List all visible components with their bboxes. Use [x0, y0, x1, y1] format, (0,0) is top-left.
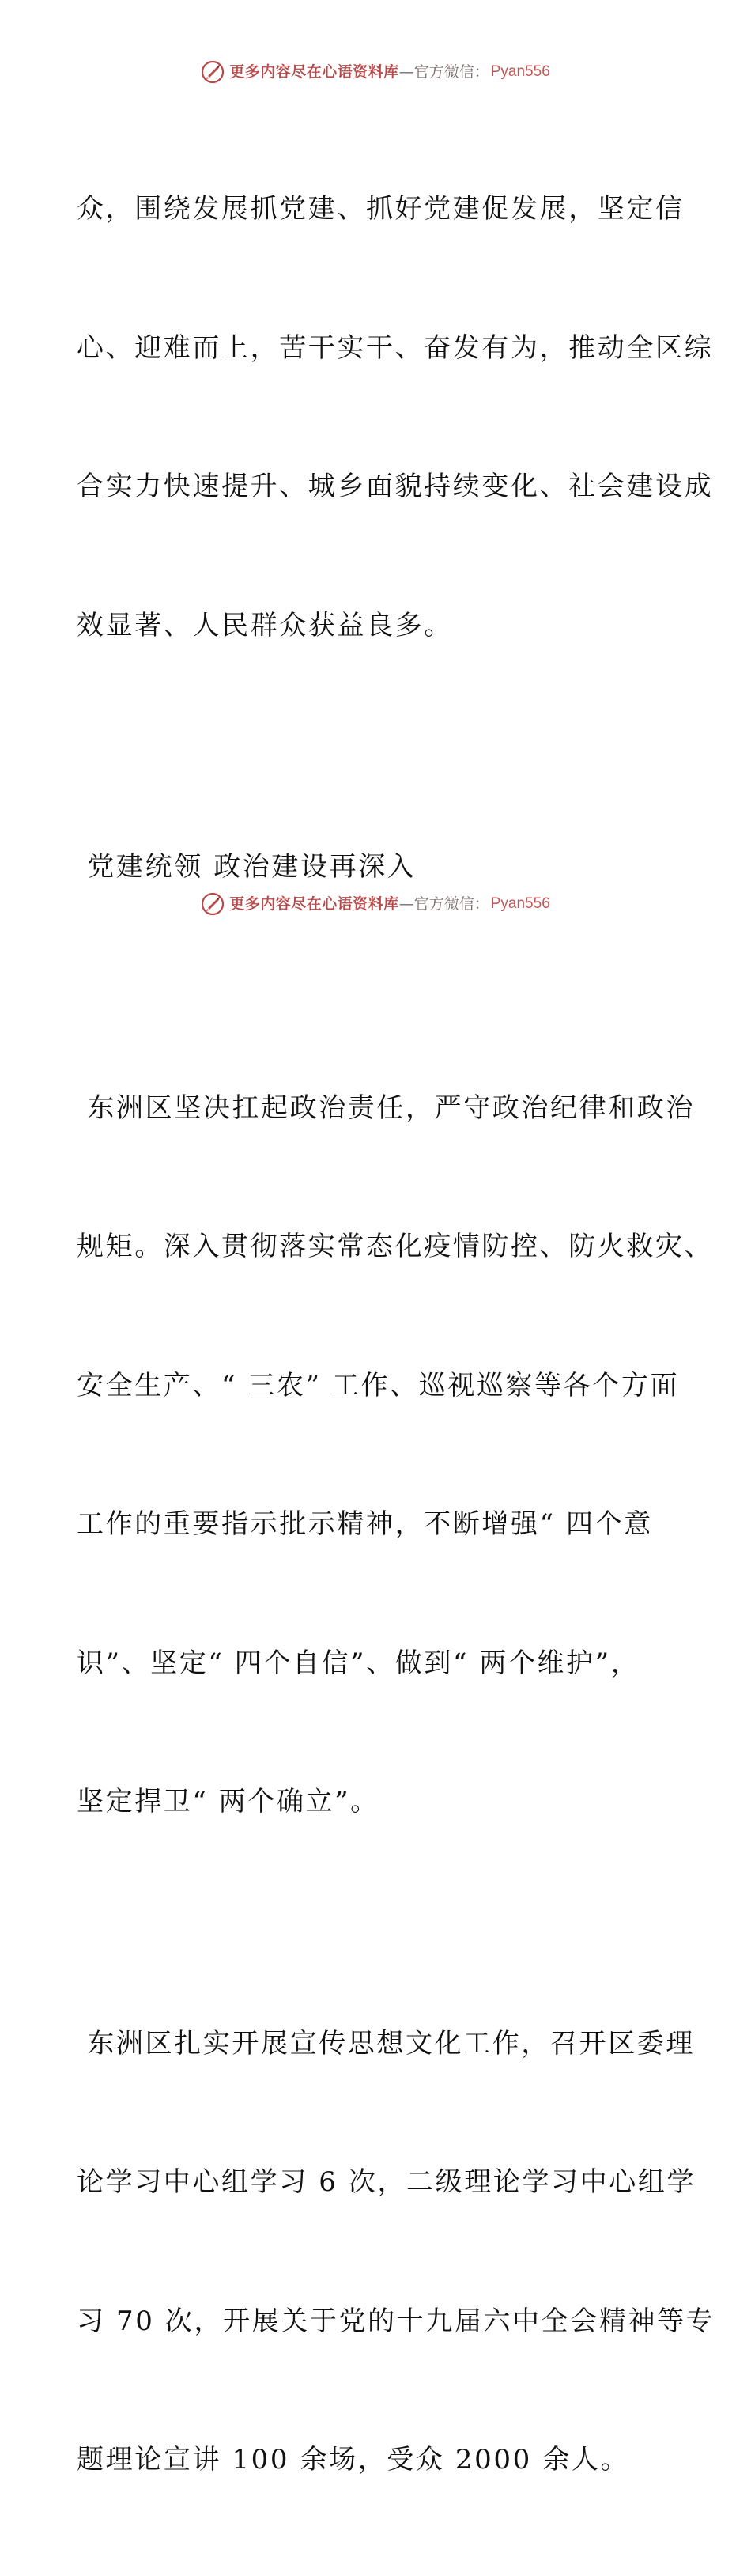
text-line: 效显著、人民群众获益良多。: [77, 609, 453, 641]
text-line: 东洲区扎实开展宣传思想文化工作，召开区委理: [77, 2027, 696, 2060]
section-heading: [77, 751, 677, 983]
text-line: 规矩。深入贯彻落实常态化疫情防控、防火救灾、: [77, 1231, 714, 1262]
text-line: 心、迎难而上，苦干实干、奋发有为，推动全区综: [77, 331, 714, 364]
document-body: [77, 93, 715, 2576]
text-line: 东洲区坚决扛起政治责任，严守政治纪律和政治: [77, 1091, 696, 1124]
heading-line: 党建统领 政治建设再深入: [77, 851, 417, 883]
watermark-dash: —: [398, 63, 414, 81]
watermark-text: 更多内容尽在心语资料库: [229, 895, 399, 913]
brand-logo-icon: [201, 60, 225, 84]
text-line: 题理论宣讲 100 余场，受众 2000 余人。: [77, 2444, 630, 2476]
footer-watermark: [0, 892, 751, 916]
paragraph-politics: [77, 993, 714, 1918]
watermark-label: 官方微信：: [413, 895, 489, 913]
paragraph-intro: [77, 93, 714, 741]
text-line: 坚定捍卫“ 两个确立”。: [77, 1786, 379, 1818]
text-line: 工作的重要指示批示精神，不断增强“ 四个意: [77, 1508, 653, 1540]
header-watermark: [0, 60, 751, 84]
text-line: 论学习中心组学习 6 次，二级理论学习中心组学: [77, 2166, 696, 2198]
text-line: 合实力快速提升、城乡面貌持续变化、社会建设成: [77, 471, 714, 502]
paragraph-propaganda: [77, 1928, 715, 2576]
text-line: 习 70 次，开展关于党的十九届六中全会精神等专: [77, 2305, 715, 2337]
watermark-text: 更多内容尽在心语资料库: [229, 63, 399, 81]
watermark-dash: —: [398, 895, 414, 913]
watermark-label: 官方微信：: [413, 63, 489, 81]
text-line: 安全生产、“ 三农” 工作、巡视巡察等各个方面: [77, 1369, 680, 1401]
watermark-id: Pyan556: [490, 895, 550, 912]
brand-logo-icon: [201, 892, 225, 916]
text-line: 众，围绕发展抓党建、抓好党建促发展，坚定信: [77, 193, 685, 225]
text-line: 识”、坚定“ 四个自信”、做到“ 两个维护”，: [77, 1647, 640, 1679]
watermark-id: Pyan556: [490, 63, 550, 80]
